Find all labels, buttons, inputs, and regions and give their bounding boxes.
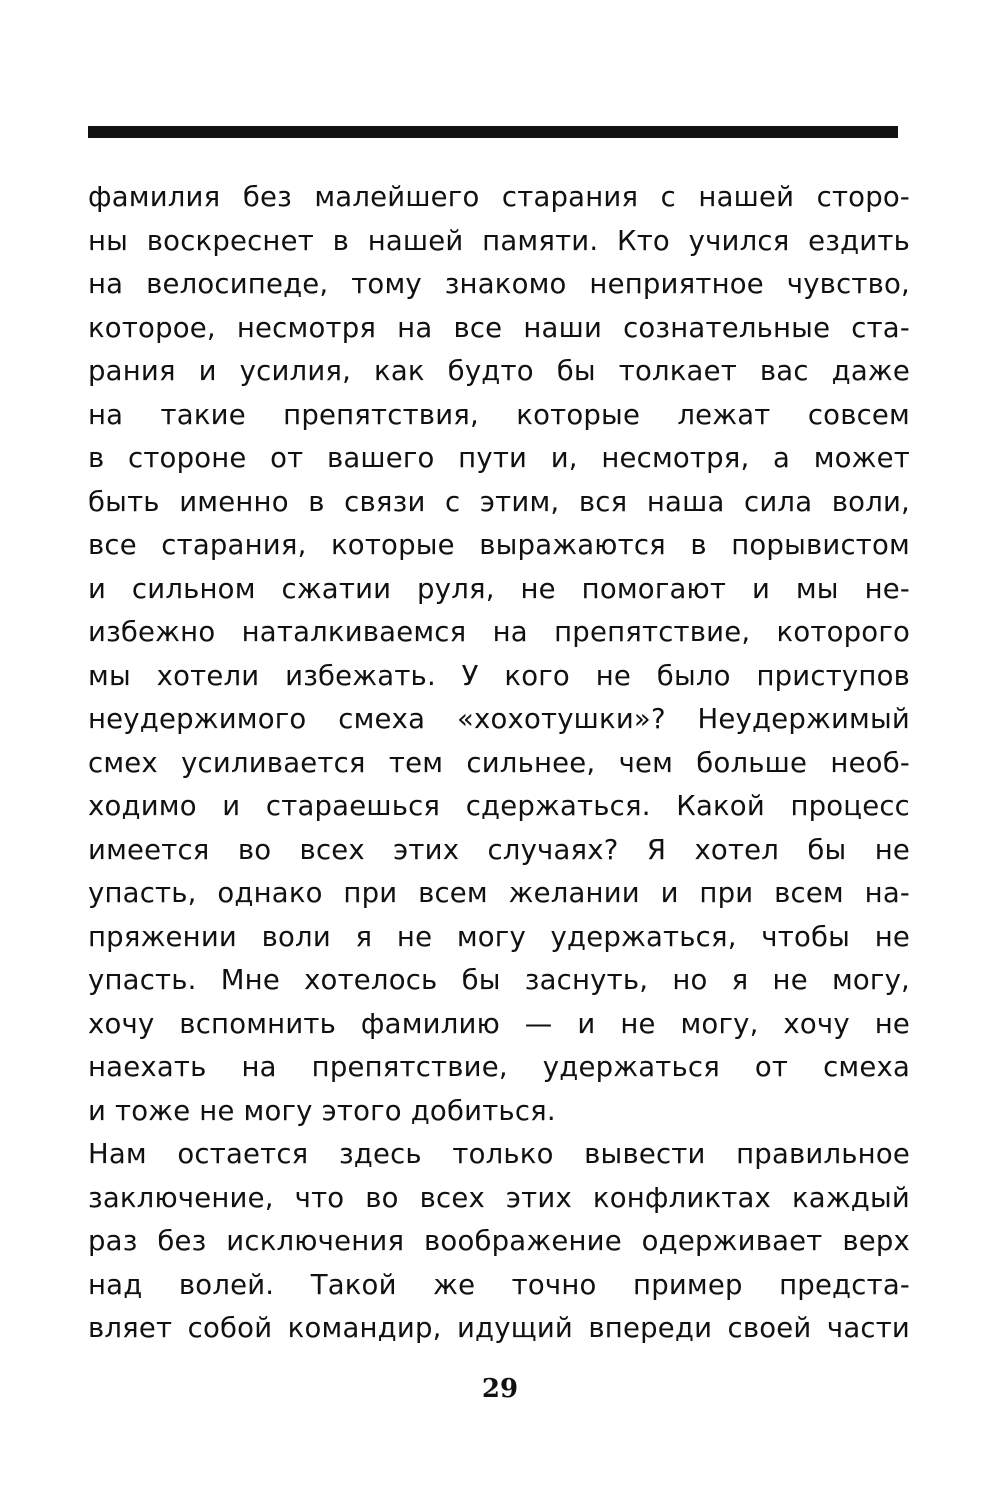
text-line: неудержимого смеха «хохотушки»? Неудержимый: [88, 703, 910, 735]
top-rule: [88, 126, 898, 138]
text-line: заключение, что во всех этих конфликтах каждый: [88, 1181, 910, 1214]
page-text: [88, 176, 910, 1351]
text-line: на велосипеде, тому знакомо неприятное чувство,: [88, 268, 910, 300]
text-line: и сильном сжатии руля, не помогают и мы не-: [88, 572, 910, 605]
text-line: над волей. Такой же точно пример предста-: [88, 1268, 910, 1301]
text-line: упасть. Мне хотелось бы заснуть, но я не могу,: [88, 964, 910, 996]
text-line: пряжении воли я не могу удержаться, чтобы не: [88, 920, 910, 953]
text-line: фамилия без малейшего старания с нашей сторо-: [88, 181, 910, 213]
text-line: в стороне от вашего пути и, несмотря, а может: [88, 442, 910, 474]
text-line: хочу вспомнить фамилию — и не могу, хочу не: [88, 1007, 910, 1040]
text-line: на такие препятствия, которые лежат совсем: [88, 398, 910, 431]
text-line: имеется во всех этих случаях? Я хотел бы не: [88, 833, 910, 866]
page-number: 29: [481, 1374, 519, 1404]
text-line: все старания, которые выражаются в порывистом: [88, 529, 910, 561]
text-line: вляет собой командир, идущий впереди своей части: [88, 1312, 910, 1344]
text-line: ходимо и стараешься сдержаться. Какой процесс: [88, 790, 910, 822]
text-line: и тоже не могу этого добиться.: [88, 1094, 556, 1127]
text-line: раз без исключения воображение одерживает верх: [88, 1225, 910, 1257]
text-line: упасть, однако при всем желании и при всем на-: [88, 877, 910, 909]
text-line: которое, несмотря на все наши сознательные ста-: [88, 311, 910, 344]
text-line: ны воскреснет в нашей памяти. Кто учился ездить: [88, 224, 910, 257]
text-line: смех усиливается тем сильнее, чем больше необ-: [88, 746, 910, 779]
text-line: рания и усилия, как будто бы толкает вас даже: [88, 355, 910, 387]
text-line: наехать на препятствие, удержаться от смеха: [88, 1051, 910, 1083]
text-line: мы хотели избежать. У кого не было приступов: [88, 659, 910, 692]
text-line: Нам остается здесь только вывести правильное: [88, 1138, 910, 1170]
text-line: избежно наталкиваемся на препятствие, которого: [88, 616, 910, 648]
text-line: быть именно в связи с этим, вся наша сила воли,: [88, 485, 910, 518]
